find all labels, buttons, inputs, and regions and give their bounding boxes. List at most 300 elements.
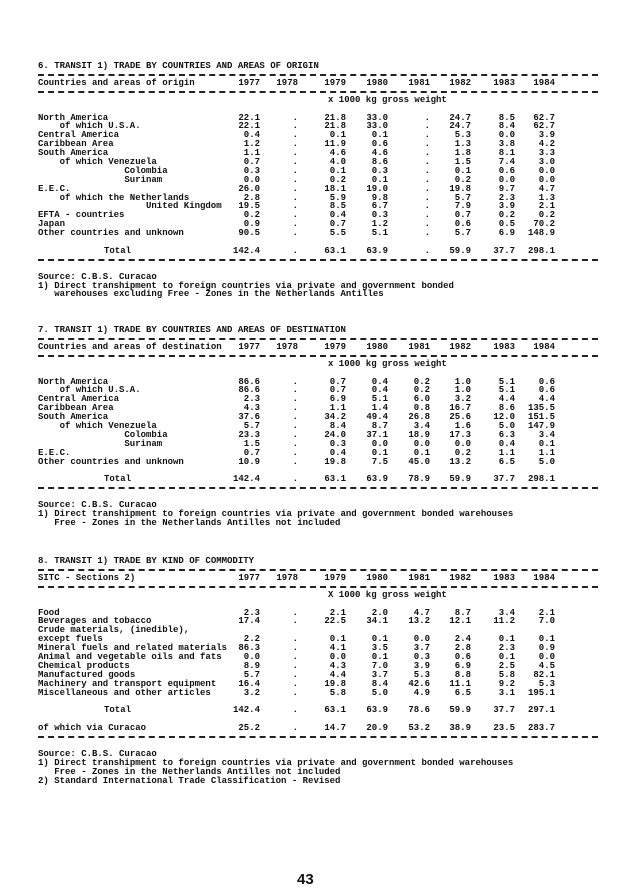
row-label: Other countries and unknown — [38, 456, 184, 467]
row-label: of which via Curacao — [38, 723, 147, 734]
cell-value: 23.3 — [238, 429, 260, 440]
cell-value: 38.9 — [449, 723, 471, 734]
cell-value: 34.2 — [324, 412, 346, 423]
cell-value: 8.7 — [371, 421, 388, 432]
cell-value: 1.0 — [454, 385, 471, 396]
cell-value: 0.3 — [413, 652, 430, 663]
cell-value: 12.1 — [449, 616, 471, 627]
unit-label: X 1000 kg gross weight — [328, 589, 447, 600]
cell-value: 9.8 — [371, 192, 388, 203]
cell-value: 49.4 — [366, 412, 388, 423]
cell-value: 0.0 — [498, 130, 515, 141]
cell-value: . — [424, 165, 430, 176]
cell-value: 0.6 — [454, 652, 471, 663]
row-label: United Kingdom — [146, 201, 222, 212]
cell-value: 6.9 — [329, 394, 346, 405]
column-header-year: 1978 — [276, 341, 298, 352]
row-label: Chemical products — [38, 660, 130, 671]
cell-value: 25.6 — [449, 412, 471, 423]
row-label: Surinam — [124, 174, 163, 185]
cell-value: . — [424, 192, 430, 203]
cell-value: 24.7 — [449, 121, 471, 132]
cell-value: 59.9 — [449, 474, 471, 485]
cell-value: 4.3 — [329, 660, 346, 671]
cell-value: 0.1 — [538, 438, 555, 449]
cell-value: 5.3 — [538, 678, 555, 689]
cell-value: 19.8 — [449, 183, 471, 194]
cell-value: 22.5 — [324, 616, 346, 627]
cell-value: 8.5 — [329, 201, 346, 212]
cell-value: 4.1 — [329, 643, 346, 654]
column-header-year: 1978 — [276, 77, 298, 88]
cell-value: 24.7 — [449, 112, 471, 123]
cell-value: 16.4 — [238, 678, 260, 689]
cell-value: 62.7 — [533, 121, 555, 132]
cell-value: 0.2 — [243, 210, 260, 221]
cell-value: 7.5 — [371, 456, 388, 467]
cell-value: 6.9 — [498, 228, 515, 239]
cell-value: 0.0 — [413, 438, 430, 449]
cell-value: 0.8 — [413, 403, 430, 414]
cell-value: . — [424, 121, 430, 132]
cell-value: 135.5 — [527, 403, 555, 414]
cell-value: 1.1 — [538, 447, 555, 458]
cell-value: 0.1 — [371, 447, 388, 458]
row-label: Beverages and tobacco — [38, 616, 152, 627]
cell-value: 0.2 — [413, 385, 430, 396]
cell-value: 3.8 — [498, 139, 515, 150]
footnote: 1) Direct transhipment to foreign countries via private and government bonded warehouses — [38, 757, 514, 768]
total-row — [38, 247, 598, 256]
column-header-year: 1977 — [238, 341, 260, 352]
cell-value: 0.1 — [329, 634, 346, 645]
cell-value: 2.4 — [454, 634, 471, 645]
cell-value: 0.1 — [371, 652, 388, 663]
cell-value: . — [424, 112, 430, 123]
row-label: Central America — [38, 394, 120, 405]
cell-value: 63.1 — [324, 474, 346, 485]
table-row — [38, 458, 598, 467]
cell-value: 63.1 — [324, 705, 346, 716]
table-transit-commodity — [38, 557, 598, 785]
cell-value: 26.8 — [408, 412, 430, 423]
cell-value: 21.8 — [324, 121, 346, 132]
cell-value: 0.6 — [538, 385, 555, 396]
cell-value: 59.9 — [449, 705, 471, 716]
cell-value: 5.7 — [454, 228, 471, 239]
cell-value: 82.1 — [533, 669, 555, 680]
cell-value: 8.5 — [498, 112, 515, 123]
cell-value: . — [292, 421, 298, 432]
cell-value: 7.9 — [454, 201, 471, 212]
cell-value: 2.1 — [329, 607, 346, 618]
cell-value: 0.1 — [329, 130, 346, 141]
cell-value: . — [292, 376, 298, 387]
cell-value: 0.4 — [371, 376, 388, 387]
cell-value: . — [292, 130, 298, 141]
cell-value: 24.0 — [324, 429, 346, 440]
cell-value: 0.0 — [538, 174, 555, 185]
cell-value: 4.6 — [329, 148, 346, 159]
cell-value: 298.1 — [527, 245, 555, 256]
cell-value: 6.7 — [371, 201, 388, 212]
cell-value: 3.2 — [243, 687, 260, 698]
row-label: of which U.S.A. — [59, 385, 141, 396]
cell-value: . — [424, 130, 430, 141]
cell-value: . — [292, 139, 298, 150]
cell-value: 20.9 — [366, 723, 388, 734]
cell-value: 5.0 — [498, 421, 515, 432]
cell-value: 8.7 — [454, 607, 471, 618]
cell-value: 0.3 — [371, 165, 388, 176]
cell-value: 0.6 — [371, 139, 388, 150]
cell-value: 1.5 — [243, 438, 260, 449]
cell-value: 0.3 — [329, 438, 346, 449]
cell-value: . — [292, 245, 298, 256]
cell-value: 0.6 — [538, 376, 555, 387]
cell-value: 37.6 — [238, 412, 260, 423]
cell-value: 13.2 — [408, 616, 430, 627]
cell-value: . — [424, 174, 430, 185]
cell-value: . — [292, 705, 298, 716]
cell-value: 1.3 — [538, 192, 555, 203]
cell-value: . — [292, 607, 298, 618]
cell-value: 1.1 — [243, 148, 260, 159]
cell-value: 0.1 — [329, 165, 346, 176]
table-title: 6. TRANSIT 1) TRADE BY COUNTRIES AND AREAS OF ORIGIN — [38, 61, 319, 71]
cell-value: . — [292, 148, 298, 159]
cell-value: 0.2 — [498, 210, 515, 221]
cell-value: 4.4 — [498, 394, 515, 405]
cell-value: 17.3 — [449, 429, 471, 440]
cell-value: 0.4 — [371, 385, 388, 396]
cell-value: 21.8 — [324, 112, 346, 123]
cell-value: 142.4 — [232, 245, 260, 256]
cell-value: 5.0 — [371, 687, 388, 698]
cell-value: . — [292, 394, 298, 405]
row-label: Miscellaneous and other articles — [38, 687, 211, 698]
cell-value: 1.2 — [371, 219, 388, 230]
cell-value: 298.1 — [527, 474, 555, 485]
table-row — [38, 689, 598, 698]
cell-value: . — [292, 643, 298, 654]
cell-value: 0.0 — [454, 438, 471, 449]
divider — [38, 569, 598, 571]
cell-value: 8.4 — [498, 121, 515, 132]
row-label: Central America — [38, 130, 120, 141]
cell-value: 4.7 — [413, 607, 430, 618]
cell-value: 3.9 — [498, 201, 515, 212]
cell-value: . — [292, 192, 298, 203]
row-label: Mineral fuels and related materials — [38, 643, 228, 654]
cell-value: 195.1 — [527, 687, 555, 698]
cell-value: 63.9 — [366, 705, 388, 716]
row-label: Total — [104, 705, 132, 716]
column-header-year: 1983 — [493, 77, 515, 88]
column-header-label: SITC - Sections 2) — [38, 572, 136, 583]
cell-value: 283.7 — [527, 723, 555, 734]
row-label: Crude materials, (inedible), — [38, 625, 190, 636]
column-header-year: 1978 — [276, 572, 298, 583]
cell-value: 4.0 — [329, 157, 346, 168]
row-label: of which the Netherlands — [59, 192, 190, 203]
divider — [38, 487, 598, 489]
cell-value: 6.5 — [498, 456, 515, 467]
cell-value: 2.8 — [243, 192, 260, 203]
cell-value: . — [424, 157, 430, 168]
cell-value: 0.1 — [538, 634, 555, 645]
cell-value: 78.9 — [408, 474, 430, 485]
cell-value: 11.2 — [493, 616, 515, 627]
cell-value: 0.4 — [498, 438, 515, 449]
row-label: of which Venezuela — [59, 421, 157, 432]
cell-value: 3.2 — [454, 394, 471, 405]
cell-value: 11.1 — [449, 678, 471, 689]
cell-value: 0.9 — [538, 643, 555, 654]
cell-value: . — [424, 148, 430, 159]
cell-value: 4.7 — [538, 183, 555, 194]
divider — [38, 355, 598, 357]
cell-value: 59.9 — [449, 245, 471, 256]
cell-value: . — [292, 687, 298, 698]
cell-value: 5.0 — [538, 456, 555, 467]
cell-value: 5.3 — [413, 669, 430, 680]
cell-value: 5.3 — [454, 130, 471, 141]
column-header-year: 1980 — [366, 77, 388, 88]
column-header-year: 1982 — [449, 77, 471, 88]
cell-value: 0.1 — [371, 634, 388, 645]
cell-value: . — [424, 228, 430, 239]
cell-value: . — [292, 474, 298, 485]
cell-value: 1.1 — [498, 447, 515, 458]
cell-value: . — [292, 678, 298, 689]
cell-value: 70.2 — [533, 219, 555, 230]
cell-value: 3.5 — [371, 643, 388, 654]
row-label: E.E.C. — [38, 183, 71, 194]
cell-value: 0.2 — [329, 174, 346, 185]
cell-value: . — [292, 121, 298, 132]
cell-value: 147.9 — [527, 421, 555, 432]
column-header-year: 1981 — [408, 572, 430, 583]
cell-value: 78.6 — [408, 705, 430, 716]
cell-value: 7.0 — [538, 616, 555, 627]
cell-value: 12.0 — [493, 412, 515, 423]
cell-value: 0.4 — [329, 447, 346, 458]
cell-value: 22.1 — [238, 121, 260, 132]
cell-value: 63.9 — [366, 474, 388, 485]
cell-value: . — [292, 660, 298, 671]
cell-value: 2.8 — [454, 643, 471, 654]
column-header-year: 1977 — [238, 572, 260, 583]
table-title: 7. TRANSIT 1) TRADE BY COUNTRIES AND AREAS OF DESTINATION — [38, 325, 346, 335]
cell-value: 3.0 — [538, 157, 555, 168]
divider — [38, 259, 598, 261]
cell-value: . — [292, 447, 298, 458]
cell-value: 62.7 — [533, 112, 555, 123]
cell-value: 0.6 — [498, 165, 515, 176]
cell-value: 0.3 — [371, 210, 388, 221]
cell-value: 7.4 — [498, 157, 515, 168]
cell-value: 0.3 — [243, 165, 260, 176]
cell-value: 42.6 — [408, 678, 430, 689]
cell-value: 1.8 — [454, 148, 471, 159]
cell-value: 19.0 — [366, 183, 388, 194]
cell-value: 63.1 — [324, 245, 346, 256]
row-label: Colombia — [124, 165, 168, 176]
cell-value: 37.1 — [366, 429, 388, 440]
cell-value: 45.0 — [408, 456, 430, 467]
cell-value: . — [424, 210, 430, 221]
cell-value: 4.2 — [538, 139, 555, 150]
cell-value: 151.5 — [527, 412, 555, 423]
cell-value: 142.4 — [232, 474, 260, 485]
cell-value: 3.4 — [498, 607, 515, 618]
cell-value: . — [292, 219, 298, 230]
cell-value: . — [292, 201, 298, 212]
cell-value: . — [424, 139, 430, 150]
cell-value: 3.9 — [538, 130, 555, 141]
cell-value: 6.3 — [498, 429, 515, 440]
cell-value: 5.1 — [371, 228, 388, 239]
cell-value: 8.6 — [498, 403, 515, 414]
cell-value: 0.7 — [243, 447, 260, 458]
table-transit-origin — [38, 62, 598, 299]
cell-value: 0.1 — [371, 174, 388, 185]
cell-value: 0.7 — [243, 157, 260, 168]
cell-value: 0.1 — [413, 447, 430, 458]
cell-value: 14.7 — [324, 723, 346, 734]
cell-value: 0.0 — [538, 652, 555, 663]
header-row — [38, 574, 598, 583]
cell-value: . — [292, 438, 298, 449]
cell-value: 1.6 — [454, 421, 471, 432]
cell-value: 10.9 — [238, 456, 260, 467]
cell-value: 9.2 — [498, 678, 515, 689]
column-header-year: 1980 — [366, 341, 388, 352]
table-transit-destination — [38, 326, 598, 528]
column-header-year: 1979 — [324, 341, 346, 352]
cell-value: 23.5 — [493, 723, 515, 734]
row-label: Caribbean Area — [38, 403, 114, 414]
cell-value: 90.5 — [238, 228, 260, 239]
header-row — [38, 79, 598, 88]
cell-value: 0.0 — [329, 652, 346, 663]
column-header-year: 1977 — [238, 77, 260, 88]
row-label: Colombia — [124, 429, 168, 440]
unit-label: x 1000 kg gross weight — [328, 358, 447, 369]
cell-value: 5.8 — [498, 669, 515, 680]
column-header-year: 1981 — [408, 341, 430, 352]
cell-value: 3.1 — [498, 687, 515, 698]
cell-value: 8.4 — [329, 421, 346, 432]
cell-value: 2.1 — [538, 607, 555, 618]
cell-value: 18.1 — [324, 183, 346, 194]
row-label: of which Venezuela — [59, 157, 157, 168]
cell-value: 7.0 — [371, 660, 388, 671]
divider — [38, 74, 598, 76]
cell-value: . — [292, 669, 298, 680]
cell-value: 9.7 — [498, 183, 515, 194]
unit-label: x 1000 kg gross weight — [328, 94, 447, 105]
cell-value: 0.7 — [454, 210, 471, 221]
row-label: North America — [38, 112, 109, 123]
footnote: Free - Zones in the Netherlands Antilles not included — [38, 766, 341, 777]
row-label: EFTA - countries — [38, 210, 125, 221]
row-label: Total — [104, 245, 132, 256]
cell-value: 63.9 — [366, 245, 388, 256]
cell-value: . — [292, 616, 298, 627]
cell-value: . — [292, 412, 298, 423]
cell-value: 8.6 — [371, 157, 388, 168]
total-row — [38, 706, 598, 715]
cell-value: 86.6 — [238, 376, 260, 387]
cell-value: 5.7 — [243, 669, 260, 680]
cell-value: 3.3 — [538, 148, 555, 159]
cell-value: . — [292, 183, 298, 194]
cell-value: 5.1 — [498, 376, 515, 387]
cell-value: 0.2 — [454, 447, 471, 458]
cell-value: 4.6 — [371, 148, 388, 159]
cell-value: 25.2 — [238, 723, 260, 734]
cell-value: 6.0 — [413, 394, 430, 405]
row-label: E.E.C. — [38, 447, 71, 458]
cell-value: 5.7 — [454, 192, 471, 203]
cell-value: 86.6 — [238, 385, 260, 396]
row-label: South America — [38, 412, 109, 423]
cell-value: 4.4 — [329, 669, 346, 680]
cell-value: 3.9 — [413, 660, 430, 671]
footnote: warehouses excluding Free - Zones in the Netherlands Antilles — [38, 289, 384, 300]
cell-value: . — [292, 403, 298, 414]
cell-value: . — [292, 634, 298, 645]
column-header-year: 1984 — [533, 341, 555, 352]
cell-value: . — [424, 183, 430, 194]
cell-value: 0.2 — [538, 210, 555, 221]
row-label: South America — [38, 148, 109, 159]
cell-value: 2.3 — [498, 192, 515, 203]
cell-value: 4.9 — [413, 687, 430, 698]
cell-value: 34.1 — [366, 616, 388, 627]
cell-value: 0.1 — [371, 130, 388, 141]
cell-value: 0.2 — [413, 376, 430, 387]
cell-value: 0.2 — [454, 174, 471, 185]
cell-value: 1.3 — [454, 139, 471, 150]
cell-value: . — [292, 652, 298, 663]
cell-value: . — [292, 228, 298, 239]
row-label: Total — [104, 474, 132, 485]
cell-value: . — [292, 174, 298, 185]
cell-value: 19.8 — [324, 678, 346, 689]
column-header-year: 1984 — [533, 77, 555, 88]
cell-value: 37.7 — [493, 705, 515, 716]
column-header-year: 1983 — [493, 572, 515, 583]
column-header-year: 1984 — [533, 572, 555, 583]
cell-value: 8.9 — [243, 660, 260, 671]
cell-value: 8.4 — [371, 678, 388, 689]
cell-value: 3.7 — [371, 669, 388, 680]
cell-value: 8.8 — [454, 669, 471, 680]
row-label: Surinam — [124, 438, 163, 449]
row-label: Other countries and unknown — [38, 228, 184, 239]
cell-value: 2.3 — [498, 643, 515, 654]
footnote: 1) Direct transhipment to foreign countries via private and government bonded warehouses — [38, 509, 514, 520]
column-header-year: 1982 — [449, 572, 471, 583]
cell-value: . — [292, 456, 298, 467]
cell-value: 16.7 — [449, 403, 471, 414]
cell-value: 3.7 — [413, 643, 430, 654]
cell-value: 0.1 — [498, 652, 515, 663]
footnote: Free - Zones in the Netherlands Antilles not included — [38, 517, 341, 528]
